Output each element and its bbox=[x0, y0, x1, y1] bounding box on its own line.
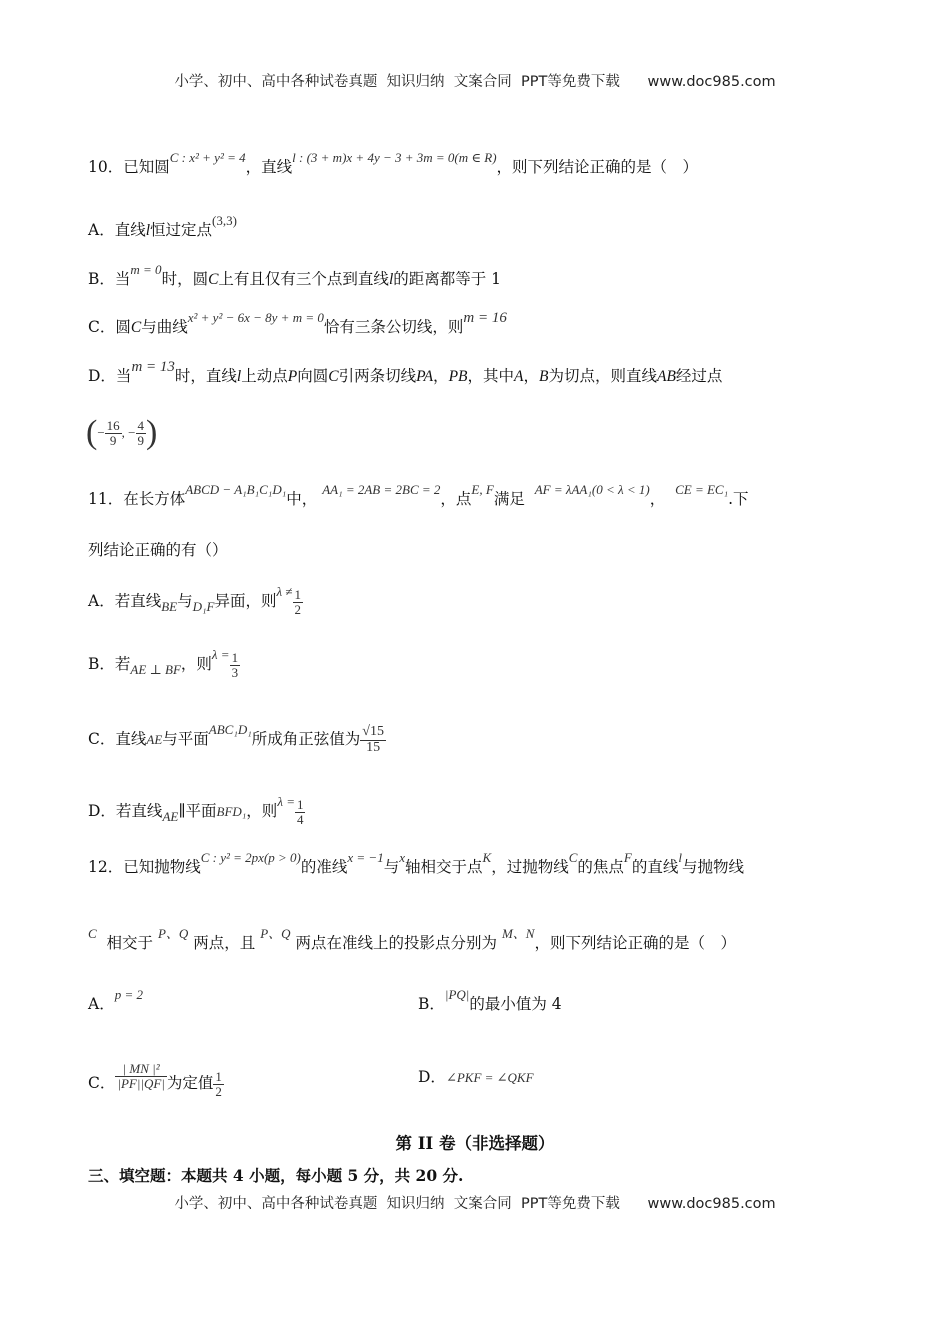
q10-option-a bbox=[88, 213, 237, 239]
q12-text: 的准线 bbox=[300, 858, 348, 876]
option-text: 时，直线 bbox=[174, 367, 237, 385]
var-x: x bbox=[399, 850, 406, 865]
q12-option-c bbox=[88, 1061, 224, 1099]
q10-tail: ，则下列结论正确的是（ ） bbox=[496, 158, 699, 176]
comma: ， bbox=[523, 367, 539, 385]
var-l: l bbox=[145, 222, 151, 239]
fraction-1-3 bbox=[230, 651, 241, 679]
option-text: 为切点，则直线 bbox=[548, 367, 657, 385]
option-label: B．当 bbox=[88, 270, 131, 288]
var-K: K bbox=[482, 850, 492, 865]
var-C: C bbox=[88, 926, 97, 941]
q10-text: ，直线 bbox=[245, 158, 293, 176]
q11-option-d bbox=[88, 794, 305, 827]
q11-text: ，点 bbox=[440, 490, 472, 508]
fraction-sqrt15-15 bbox=[360, 725, 386, 755]
q10-line-eq: l : (3 + m)x + 4y − 3 + 3m = 0(m ∈ R) bbox=[292, 150, 497, 165]
numerator: | MN |² bbox=[115, 1062, 167, 1077]
fraction-1-4 bbox=[295, 798, 306, 826]
math-AE: AE bbox=[162, 809, 179, 825]
option-label: D．若直线 bbox=[88, 802, 163, 821]
option-label: B．若 bbox=[88, 655, 131, 674]
condition-3: CE = EC₁ bbox=[675, 482, 729, 497]
denominator: 9 bbox=[137, 432, 145, 448]
option-text: 上动点 bbox=[241, 367, 288, 385]
q12-text: 的直线 bbox=[631, 858, 679, 876]
parabola-eq: C : y² = 2px(p > 0) bbox=[200, 850, 301, 865]
q11-number: 11．在长方体 bbox=[88, 490, 186, 508]
right-paren: ) bbox=[146, 414, 158, 451]
var-l: l bbox=[678, 850, 682, 865]
q12-text: 轴相交于点 bbox=[405, 858, 483, 876]
var-AB: AB bbox=[656, 368, 676, 385]
numerator: 4 bbox=[137, 417, 145, 433]
option-text: ，其中 bbox=[467, 367, 515, 385]
numerator: √15 bbox=[362, 724, 384, 739]
fixed-point: (3,3) bbox=[212, 213, 237, 228]
q12-text: 相交于 bbox=[106, 934, 154, 952]
numerator: 1 bbox=[231, 650, 239, 665]
math-lambda: λ = bbox=[277, 794, 295, 810]
math-AE-perp-BF: AE ⊥ BF bbox=[130, 662, 181, 678]
var-C: C bbox=[568, 850, 578, 865]
math-BE: BE bbox=[161, 599, 178, 615]
option-label: C．直线 bbox=[88, 730, 147, 749]
math-D1F: D₁F bbox=[192, 599, 215, 615]
fraction-16-9 bbox=[105, 419, 122, 447]
q10-d-point bbox=[86, 416, 157, 450]
option-text: 恒过定点 bbox=[150, 221, 213, 239]
math-p2: p = 2 bbox=[114, 987, 143, 1002]
minus-sign: − bbox=[97, 425, 105, 440]
section-heading: 三、填空题：本题共 4 小题，每小题 5 分，共 20 分. bbox=[88, 1166, 464, 1185]
math-PQ-abs: |PQ| bbox=[444, 987, 470, 1002]
numerator: 1 bbox=[215, 1069, 222, 1084]
q10-option-b bbox=[88, 262, 502, 288]
q11-text: 中， bbox=[286, 490, 318, 508]
var-PA: PA bbox=[416, 368, 434, 385]
points-PQ: P、Q bbox=[157, 926, 189, 941]
option-label: A． bbox=[88, 995, 115, 1013]
denominator: 2 bbox=[215, 1083, 222, 1099]
q12-number: 12．已知抛物线 bbox=[88, 858, 201, 876]
separator: , − bbox=[121, 425, 136, 440]
var-C: C bbox=[130, 319, 142, 336]
option-text: 为定值 bbox=[166, 1074, 214, 1093]
option-text: 的距离都等于 1 bbox=[393, 270, 502, 288]
var-C: C bbox=[328, 368, 339, 385]
math-m13: m = 13 bbox=[131, 359, 175, 375]
comma: ， bbox=[433, 367, 449, 385]
denominator: 4 bbox=[296, 811, 304, 827]
q10-option-c bbox=[88, 310, 507, 336]
fraction-1-2 bbox=[213, 1070, 224, 1098]
curve-eq: x² + y² − 6x − 8y + m = 0 bbox=[187, 310, 324, 325]
math-angles: ∠PKF = ∠QKF bbox=[445, 1070, 534, 1085]
q11-option-a bbox=[88, 584, 303, 617]
q11-option-c bbox=[88, 722, 386, 755]
var-l: l bbox=[388, 271, 394, 288]
option-text: 上有且仅有三个点到直线 bbox=[218, 270, 389, 288]
q10-circle-eq: C : x² + y² = 4 bbox=[169, 150, 246, 165]
option-text: ∥平面 bbox=[178, 802, 217, 821]
option-label: C． bbox=[88, 1074, 116, 1093]
math-lambda: λ ≠ bbox=[276, 584, 293, 600]
option-text: 时，圆 bbox=[161, 270, 209, 288]
option-label: C．圆 bbox=[88, 318, 131, 336]
condition-2: AF = λAA₁(0 < λ < 1) bbox=[534, 482, 650, 497]
plane-BFD1: BFD₁ bbox=[216, 804, 247, 820]
option-text: ，则 bbox=[246, 802, 278, 821]
numerator: 16 bbox=[106, 417, 120, 433]
option-text: 所成角正弦值为 bbox=[251, 730, 361, 749]
q12-text: ，过抛物线 bbox=[491, 858, 569, 876]
fraction-MN-PFQF bbox=[115, 1062, 167, 1090]
var-A: A bbox=[514, 368, 524, 385]
option-text: 与 bbox=[177, 592, 193, 611]
footer-banner: 小学、初中、高中各种试卷真题 知识归纳 文案合同 PPT等免费下载 www.doc985.com bbox=[174, 1196, 776, 1212]
option-text: 经过点 bbox=[675, 367, 723, 385]
q10-option-d bbox=[88, 359, 723, 385]
option-label: D． bbox=[418, 1068, 446, 1086]
directrix-eq: x = −1 bbox=[347, 850, 384, 865]
section-title: 第 II 卷（非选择题） bbox=[395, 1134, 555, 1153]
option-text: 异面，则 bbox=[214, 592, 277, 611]
option-text: 的最小值为 4 bbox=[469, 995, 562, 1013]
var-P: P bbox=[287, 368, 298, 385]
q12-text: 的焦点 bbox=[577, 858, 624, 876]
points-PQ: P、Q bbox=[260, 926, 291, 941]
math-m0: m = 0 bbox=[130, 262, 162, 277]
q11-text: .下 bbox=[728, 490, 749, 508]
fraction-1-2 bbox=[293, 588, 304, 616]
option-text: 与平面 bbox=[162, 730, 209, 749]
q11-option-b bbox=[88, 647, 240, 680]
q12-text: 两点在准线上的投影点分别为 bbox=[295, 934, 498, 952]
math-m16: m = 16 bbox=[463, 310, 507, 326]
var-B: B bbox=[539, 368, 549, 385]
math-AE: AE bbox=[146, 732, 163, 748]
numerator: 1 bbox=[294, 587, 301, 602]
option-label: B． bbox=[418, 995, 445, 1013]
q12-text: 与抛物线 bbox=[682, 858, 745, 876]
points-EF: E, F bbox=[471, 482, 494, 497]
q12-stem bbox=[88, 850, 745, 876]
denominator: |PF||QF| bbox=[117, 1075, 165, 1091]
q12-text: ，则下列结论正确的是（ ） bbox=[534, 934, 736, 952]
option-text: 向圆 bbox=[297, 367, 329, 385]
option-label: A．若直线 bbox=[88, 592, 162, 611]
q12-option-a bbox=[88, 987, 143, 1013]
points-MN: M、N bbox=[501, 926, 535, 941]
denominator: 2 bbox=[294, 601, 301, 617]
fraction-4-9 bbox=[136, 419, 147, 447]
option-label: D．当 bbox=[88, 367, 132, 385]
option-text: ，则 bbox=[180, 655, 212, 674]
denominator: 15 bbox=[366, 739, 381, 755]
option-label: A．直线 bbox=[88, 221, 146, 239]
q11-stem-line2: 列结论正确的有（） bbox=[88, 541, 228, 559]
q12-option-d bbox=[418, 1070, 534, 1086]
header-banner: 小学、初中、高中各种试卷真题 知识归纳 文案合同 PPT等免费下载 www.doc985.com bbox=[174, 74, 776, 90]
left-paren: ( bbox=[86, 414, 98, 451]
q10-number: 10．已知圆 bbox=[88, 158, 170, 176]
q12-text: 与 bbox=[383, 858, 400, 876]
option-text: 与曲线 bbox=[141, 318, 188, 336]
denominator: 3 bbox=[231, 664, 239, 680]
numerator: 1 bbox=[296, 797, 304, 812]
var-l: l bbox=[236, 368, 242, 385]
option-text: 引两条切线 bbox=[338, 367, 417, 385]
q12-stem-line2 bbox=[88, 926, 736, 952]
plane-ABC1D1: ABC₁D₁ bbox=[208, 722, 252, 738]
q12-text: 两点，且 bbox=[193, 934, 256, 952]
q11-text: ， bbox=[649, 490, 666, 508]
denominator: 9 bbox=[109, 432, 117, 448]
option-text: 恰有三条公切线，则 bbox=[323, 318, 464, 336]
solid-name: ABCD − A₁B₁C₁D₁ bbox=[185, 482, 287, 497]
q12-option-b bbox=[418, 987, 562, 1013]
var-C: C bbox=[208, 271, 219, 288]
var-F: F bbox=[623, 850, 632, 865]
q11-text: 满足 bbox=[493, 490, 525, 508]
math-lambda: λ = bbox=[211, 647, 230, 663]
condition-1: AA₁ = 2AB = 2BC = 2 bbox=[322, 482, 441, 497]
var-PB: PB bbox=[448, 368, 468, 385]
